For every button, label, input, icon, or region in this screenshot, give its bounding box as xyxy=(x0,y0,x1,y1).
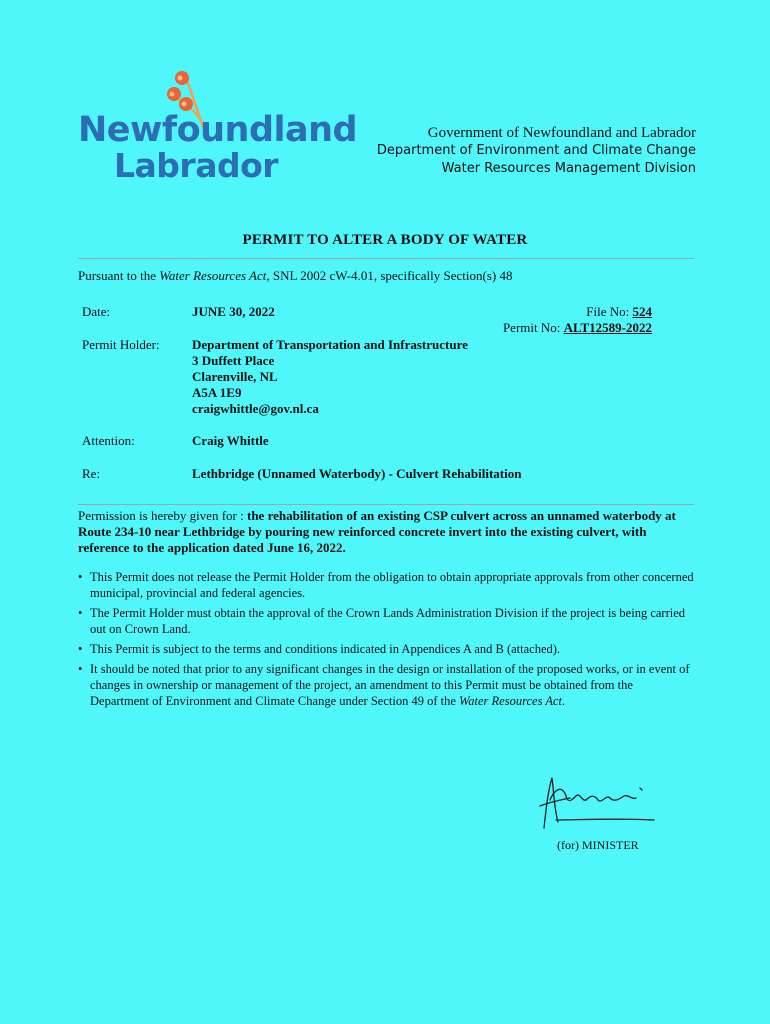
condition-item xyxy=(78,605,694,637)
pursuant-statement xyxy=(78,268,512,284)
holder-line: Clarenville, NL xyxy=(192,369,278,384)
title-divider xyxy=(78,258,694,259)
condition-text: The Permit Holder must obtain the approval of the Crown Lands Administration Division if the project is being carried out on Crown Land. xyxy=(90,606,686,636)
condition-text: This Permit does not release the Permit Holder from the obligation to obtain appropriate approvals from other concerned municipal, provincial and federal agencies. xyxy=(90,570,694,600)
permit-no-label: Permit No: xyxy=(502,320,564,335)
permit-no-row xyxy=(503,320,652,336)
division-name: Water Resources Management Division xyxy=(441,161,696,176)
condition-end: . xyxy=(562,694,566,708)
bullet: • xyxy=(78,642,83,656)
act-name: Water Resources Act xyxy=(159,268,267,283)
file-no-value: 524 xyxy=(632,304,652,319)
logo-word-newfoundland: Newfoundland xyxy=(78,110,358,150)
holder-email: craigwhittle@gov.nl.ca xyxy=(192,401,319,416)
government-name: Government of Newfoundland and Labrador xyxy=(427,125,696,141)
condition-item xyxy=(78,569,694,601)
holder-line: 3 Duffett Place xyxy=(192,353,275,368)
condition-text: This Permit is subject to the terms and conditions indicated in Appendices A and B (attached). xyxy=(90,642,561,656)
document-title: PERMIT TO ALTER A BODY OF WATER xyxy=(242,232,528,248)
condition-text: It should be noted that prior to any significant changes in the design or installation of the proposed works, or in event of changes in ownership or management of the project, an amendment to this Permit must be obtained from the Department of Environment and Climate Change under Section 49 of the xyxy=(90,662,690,708)
signature-caption: (for) MINISTER xyxy=(557,838,639,852)
permission-statement xyxy=(78,508,694,556)
condition-item xyxy=(78,661,694,709)
file-no-label: File No: xyxy=(586,304,633,319)
pursuant-prefix: Pursuant to the xyxy=(78,268,160,283)
permit-no-value: ALT12589-2022 xyxy=(563,320,652,335)
file-numbers xyxy=(503,304,652,336)
attention-value: Craig Whittle xyxy=(192,433,269,448)
permission-body: the rehabilitation of an existing CSP culvert across an unnamed waterbody at Route 234-10 near Lethbridge by pouring new reinforced concrete invert into the existing culvert, with reference to the application dated June 16, 2022. xyxy=(78,508,676,555)
pursuant-suffix: , SNL 2002 cW-4.01, specifically Section(s) 48 xyxy=(266,268,513,283)
nl-logo xyxy=(76,70,358,190)
logo-word-labrador: Labrador xyxy=(114,146,279,185)
bullet: • xyxy=(78,570,83,584)
minister-signature xyxy=(536,770,666,832)
department-name: Department of Environment and Climate Change xyxy=(376,143,696,158)
holder-line: Department of Transportation and Infrastructure xyxy=(192,337,468,352)
bullet: • xyxy=(78,662,83,676)
government-header xyxy=(377,124,696,178)
permission-prefix: Permission is hereby given for : xyxy=(78,508,247,523)
holder-line: A5A 1E9 xyxy=(192,385,242,400)
permit-holder-address xyxy=(192,337,468,417)
conditions-list xyxy=(78,569,694,713)
bullet: • xyxy=(78,606,83,620)
attention-label: Attention: xyxy=(82,433,135,448)
act-name: Water Resources Act xyxy=(459,694,563,708)
file-no-row xyxy=(503,304,652,320)
re-label: Re: xyxy=(82,466,101,481)
permit-holder-label: Permit Holder: xyxy=(82,337,160,352)
date-label: Date: xyxy=(82,304,111,319)
re-value: Lethbridge (Unnamed Waterbody) - Culvert Rehabilitation xyxy=(192,466,522,481)
section-divider xyxy=(78,504,694,505)
condition-item xyxy=(78,641,694,657)
date-value: JUNE 30, 2022 xyxy=(192,304,275,319)
